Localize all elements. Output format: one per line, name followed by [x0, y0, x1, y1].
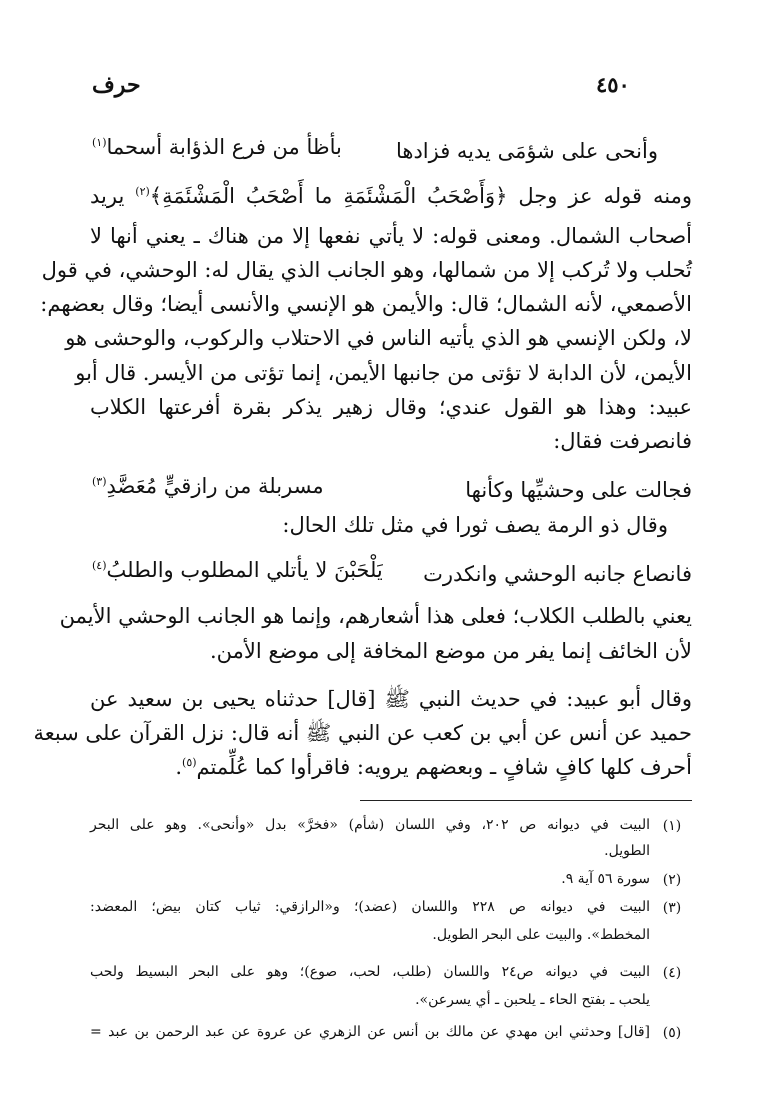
body-line: تُحلب ولا تُركب إلا من شمالها، وهو الجانب الذي يقال له: الوحشي، في قول [41, 258, 692, 282]
body-line: أحرف كلها كافٍ شافٍ ـ وبعضهم يرويه: فاقرأوا كما عُلِّمتم$^{(٥)}$. [175, 755, 692, 779]
footnote-line: سورة ٥٦ آية ٩. [561, 871, 650, 887]
verse-2-second-hemistich: مسربلة من رازقيٍّ مُعَضَّدِ$^{(٣)}$ [92, 474, 324, 498]
body-line: فانصرفت فقال: [553, 429, 692, 453]
footnote-line: [قال] وحدثني ابن مهدي عن مالك بن أنس عن الزهري عن عروة عن عبد الرحمن بن عبد = [90, 1024, 650, 1040]
body-line: لأن الخائف إنما يفر من موضع المخافة إلى موضع الأمن. [209, 639, 692, 663]
body-line: الأصمعي، لأنه الشمال؛ قال: والأيمن هو الإنسي والأنسى أيضا؛ وقال بعضهم: [40, 292, 692, 316]
body-line: الأيمن، لأن الدابة لا تؤتى من جانبها الأيمن، إنما تؤتى من الأيسر. قال أبو [75, 361, 692, 385]
body-line: ومنه قوله عز وجل ﴿وَأَصْحَبُ الْمَشْئَمَةِ ما أَصْحَبُ الْمَشْئَمَةِ﴾$^{(٢)}$ يريد [90, 184, 692, 208]
body-line: وقال ذو الرمة يصف ثورا في مثل تلك الحال: [282, 513, 668, 537]
verse-3-second-hemistich: يَلْحَبْنَ لا يأتلي المطلوب والطلبُ$^{(٤)}$ [92, 558, 383, 582]
verse-1-second-hemistich: بأظأ من فرع الذؤابة أسحما$^{(١)}$ [92, 135, 342, 159]
body-line: أصحاب الشمال. ومعنى قوله: لا يأتي نفعها إلا من هناك ـ يعني أنها لا [90, 224, 692, 248]
header-word: حرف [92, 72, 141, 98]
body-line: عبيد: وهذا هو القول عندي؛ وقال زهير يذكر بقرة أفرعتها الكلاب [90, 395, 692, 419]
footnote-line: يلحب ـ بفتح الحاء ـ يلحبن ـ أي يسرعن». [415, 992, 650, 1008]
body-line: يعني بالطلب الكلاب؛ فعلى هذا أشعارهم، وإنما هو الجانب الوحشي الأيمن [59, 604, 692, 628]
footnote-line: البيت في ديوانه ص٢٤ واللسان (طلب، لحب، صوع)؛ وهو على البحر البسيط ولحب [90, 964, 650, 980]
footnote-number: (٤) [662, 965, 682, 981]
footnote-number: (١) [662, 818, 682, 834]
footnote-line: المخطط». والبيت على البحر الطويل. [432, 927, 650, 943]
footnote-line: الطويل. [604, 843, 650, 859]
body-line: وقال أبو عبيد: في حديث النبي ﷺ [قال] حدثناه يحيى بن سعيد عن [90, 687, 692, 711]
page-number: ٤٥٠ [596, 72, 630, 97]
verse-1-first-hemistich: وأنحى على شؤمَى يديه فزادها [395, 139, 658, 163]
verse-2-first-hemistich: فجالت على وحشيِّها وكأنها [465, 478, 692, 502]
body-line: لا، ولكن الإنسي هو الذي يأتيه الناس في الاحتلاب والركوب، والوحشى هو [65, 326, 692, 350]
footnote-number: (٥) [662, 1025, 682, 1041]
verse-3-first-hemistich: فانصاع جانبه الوحشي وانكدرت [423, 562, 692, 586]
footnote-line: البيت في ديوانه ص ٢٠٢، وفي اللسان (شأم) «فخرَّ» بدل «وأنحى». وهو على البحر [90, 817, 650, 833]
footnote-line: البيت في ديوانه ص ٢٢٨ واللسان (عضد)؛ و«الرازقي: ثياب كتان بيض؛ المعضد: [90, 899, 650, 915]
footnote-number: (٢) [662, 872, 682, 888]
body-line: حميد عن أنس عن أبي بن كعب عن النبي ﷺ أنه قال: نزل القرآن على سبعة [33, 721, 692, 745]
footnote-separator [360, 800, 692, 801]
footnote-number: (٣) [662, 900, 682, 916]
